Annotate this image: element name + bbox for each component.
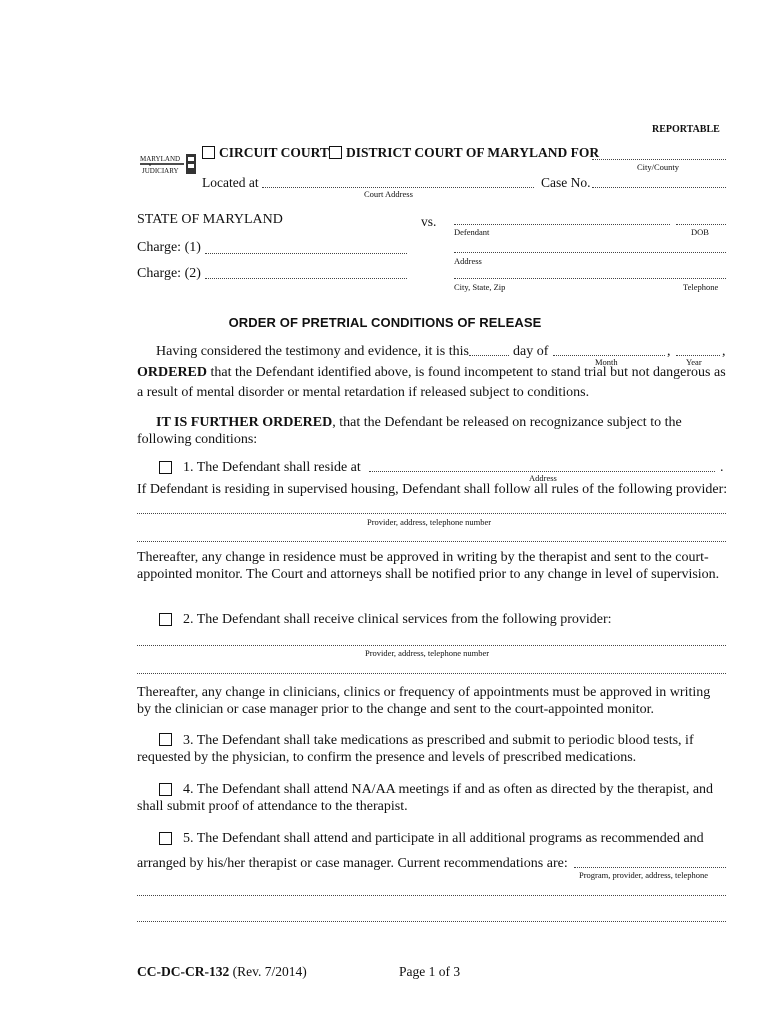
city-county-field[interactable]	[592, 159, 726, 160]
condition-1-text: 1. The Defendant shall reside at	[183, 460, 361, 475]
order-title: ORDER OF PRETRIAL CONDITIONS OF RELEASE	[228, 315, 542, 330]
reside-address-field[interactable]	[369, 471, 715, 472]
condition-3-checkbox[interactable]	[159, 733, 172, 746]
condition-5-text-b: arranged by his/her therapist or case manager. Current recommendations are:	[137, 856, 568, 871]
city-county-caption: City/County	[637, 162, 680, 172]
vs-label: vs.	[421, 214, 437, 229]
court-address-caption: Court Address	[364, 189, 413, 199]
form-revision: (Rev. 7/2014)	[232, 964, 307, 979]
year-caption: Year	[686, 357, 702, 367]
page-number: Page 1 of 3	[399, 964, 461, 979]
address-field[interactable]	[454, 252, 726, 253]
maryland-judiciary-logo	[140, 152, 198, 178]
clinical-provider-field[interactable]	[137, 645, 726, 646]
circuit-court-checkbox[interactable]	[202, 146, 215, 159]
provider-caption-1: Provider, address, telephone number	[367, 517, 492, 527]
charge-2-label: Charge: (2)	[137, 266, 201, 281]
condition-1-checkbox[interactable]	[159, 461, 172, 474]
telephone-caption: Telephone	[683, 282, 719, 292]
program-field-2[interactable]	[137, 895, 726, 896]
program-field[interactable]	[574, 867, 726, 868]
p1-day-of: day of	[513, 344, 549, 359]
month-caption: Month	[595, 357, 618, 367]
p1-last-line: a result of mental disorder or mental retardation if released subject to conditions.	[137, 385, 590, 400]
circuit-court-label: CIRCUIT COURT	[219, 145, 329, 160]
housing-provider-field-2[interactable]	[137, 541, 726, 542]
reportable-label: REPORTABLE	[652, 124, 720, 135]
thereafter-residence: Thereafter, any change in residence must be approved in writing by the therapist and sent to the court-appointed monitor. The Court and attorneys shall be notified prior to any change in level of supervision.	[137, 550, 720, 582]
condition-4-text-b: shall submit proof of attendance to the therapist.	[137, 799, 408, 814]
condition-2-text: 2. The Defendant shall receive clinical services from the following provider:	[183, 612, 612, 627]
condition-1-sub: If Defendant is residing in supervised housing, Defendant shall follow all rules of the following provider:	[137, 482, 728, 497]
city-state-zip-field[interactable]	[454, 278, 726, 279]
p2-text: , that the Defendant be released on recognizance subject to the	[332, 415, 682, 430]
dob-field[interactable]	[676, 224, 726, 225]
reside-address-caption: Address	[529, 473, 557, 483]
defendant-field[interactable]	[454, 224, 670, 225]
housing-provider-field[interactable]	[137, 513, 726, 514]
case-no-field[interactable]	[592, 187, 726, 188]
p1-ordered-text: that the Defendant identified above, is found incompetent to stand trial but not dangerous as	[210, 365, 726, 380]
month-field[interactable]	[553, 355, 665, 356]
condition-2-checkbox[interactable]	[159, 613, 172, 626]
form-id-line	[137, 964, 307, 980]
p1-ordered-line	[137, 365, 726, 381]
provider-caption-2: Provider, address, telephone number	[365, 648, 490, 658]
svg-text:MARYLAND: MARYLAND	[140, 155, 181, 163]
state-of-maryland: STATE OF MARYLAND	[137, 212, 283, 227]
p1-intro: Having considered the testimony and evidence, it is this	[156, 344, 469, 359]
further-ordered-bold: IT IS FURTHER ORDERED	[156, 415, 333, 430]
district-court-checkbox[interactable]	[329, 146, 342, 159]
charge-1-field[interactable]	[205, 253, 407, 254]
day-field[interactable]	[469, 355, 509, 356]
program-caption: Program, provider, address, telephone	[579, 870, 709, 880]
condition-5-text: 5. The Defendant shall attend and participate in all additional programs as recommended and	[183, 831, 704, 846]
condition-3-text-b: requested by the physician, to confirm the presence and levels of prescribed medications.	[137, 750, 637, 765]
court-address-field[interactable]	[262, 187, 534, 188]
address-caption: Address	[454, 256, 482, 266]
p2-line2: following conditions:	[137, 432, 258, 447]
clinical-provider-field-2[interactable]	[137, 673, 726, 674]
defendant-caption: Defendant	[454, 227, 490, 237]
year-field[interactable]	[676, 355, 720, 356]
thereafter-clinicians: Thereafter, any change in clinicians, clinics or frequency of appointments must be approved in writing by the clinician or case manager prior to the change and sent to the court-appointed monitor.	[137, 685, 711, 717]
located-at-label: Located at	[202, 175, 259, 190]
svg-text:JUDICIARY: JUDICIARY	[142, 167, 179, 175]
condition-4-text: 4. The Defendant shall attend NA/AA meetings if and as often as directed by the therapist, and	[183, 782, 714, 797]
dob-caption: DOB	[691, 227, 709, 237]
form-id: CC-DC-CR-132	[137, 964, 230, 979]
program-field-3[interactable]	[137, 921, 726, 922]
condition-4-checkbox[interactable]	[159, 783, 172, 796]
condition-3-text: 3. The Defendant shall take medications as prescribed and submit to periodic blood tests, if	[183, 733, 694, 748]
charge-1-label: Charge: (1)	[137, 240, 201, 255]
city-state-zip-caption: City, State, Zip	[454, 282, 506, 292]
charge-2-field[interactable]	[205, 278, 407, 279]
condition-5-checkbox[interactable]	[159, 832, 172, 845]
p2-line1	[156, 415, 682, 431]
district-court-label: DISTRICT COURT OF MARYLAND FOR	[346, 145, 600, 160]
ordered-bold: ORDERED	[137, 365, 208, 380]
case-no-label: Case No.	[541, 175, 591, 190]
